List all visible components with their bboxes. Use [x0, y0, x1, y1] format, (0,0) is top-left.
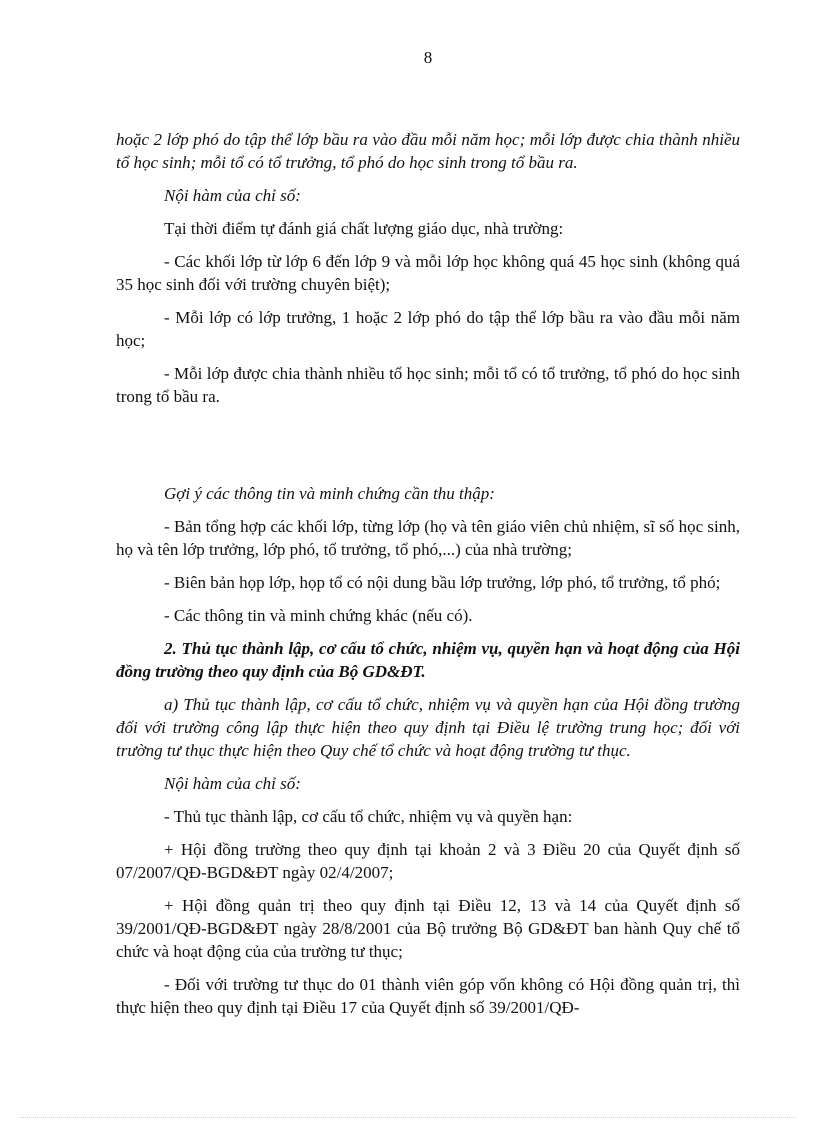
- list-item: - Các thông tin và minh chứng khác (nếu có).: [164, 606, 473, 625]
- heading-evidence: Gợi ý các thông tin và minh chứng cần thu thập:: [164, 484, 495, 503]
- criterion-text: a) Thủ tục thành lập, cơ cấu tổ chức, nhiệm vụ và quyền hạn của Hội đồng trường đối với trường công lập thực hiện theo quy định tại Điều lệ trường trung học; đối với trường tư thục thực hiện theo Quy chế tổ chức và hoạt động trường tư thục.: [116, 695, 740, 760]
- paragraph-continuation: hoặc 2 lớp phó do tập thể lớp bầu ra vào đầu mỗi năm học; mỗi lớp được chia thành nhiều tổ học sinh; mỗi tổ có tổ trưởng, tổ phó do học sinh trong tổ bầu ra.: [116, 130, 740, 172]
- heading-index-content: Nội hàm của chỉ số:: [164, 774, 301, 793]
- heading-index-content: Nội hàm của chỉ số:: [164, 186, 301, 205]
- list-item: + Hội đồng trường theo quy định tại khoản 2 và 3 Điều 20 của Quyết định số 07/2007/QĐ-BGD&ĐT ngày 02/4/2007;: [116, 840, 740, 882]
- list-item: - Thủ tục thành lập, cơ cấu tổ chức, nhiệm vụ và quyền hạn:: [164, 807, 573, 826]
- section-heading: 2. Thủ tục thành lập, cơ cấu tổ chức, nhiệm vụ, quyền hạn và hoạt động của Hội đồng trường theo quy định của Bộ GD&ĐT.: [116, 639, 740, 681]
- document-body: [116, 128, 740, 1029]
- list-item: + Hội đồng quản trị theo quy định tại Điều 12, 13 và 14 của Quyết định số 39/2001/QĐ-BGD&ĐT ngày 28/8/2001 của Bộ trưởng Bộ GD&ĐT ban hành Quy chế tổ chức và hoạt động của của trường tư thục;: [116, 896, 740, 961]
- list-item: - Biên bản họp lớp, họp tổ có nội dung bầu lớp trưởng, lớp phó, tổ trưởng, tổ phó;: [164, 573, 721, 592]
- blank-space: [116, 418, 740, 482]
- list-item: - Bản tổng hợp các khối lớp, từng lớp (họ và tên giáo viên chủ nhiệm, sĩ số học sinh, họ và tên lớp trưởng, lớp phó, tổ trưởng, tổ phó,...) của nhà trường;: [116, 517, 740, 559]
- list-item: - Đối với trường tư thục do 01 thành viên góp vốn không có Hội đồng quản trị, thì thực hiện theo quy định tại Điều 17 của Quyết định số 39/2001/QĐ-: [116, 975, 740, 1017]
- paragraph: Tại thời điểm tự đánh giá chất lượng giáo dục, nhà trường:: [164, 219, 564, 238]
- list-item: - Mỗi lớp được chia thành nhiều tổ học sinh; mỗi tổ có tổ trưởng, tổ phó do học sinh trong tổ bầu ra.: [116, 364, 740, 406]
- list-item: - Các khối lớp từ lớp 6 đến lớp 9 và mỗi lớp học không quá 45 học sinh (không quá 35 học sinh đối với trường chuyên biệt);: [116, 252, 740, 294]
- list-item: - Mỗi lớp có lớp trưởng, 1 hoặc 2 lớp phó do tập thể lớp bầu ra vào đầu mỗi năm học;: [116, 308, 740, 350]
- page-number: 8: [423, 48, 433, 67]
- page-bottom-divider: [20, 1117, 796, 1118]
